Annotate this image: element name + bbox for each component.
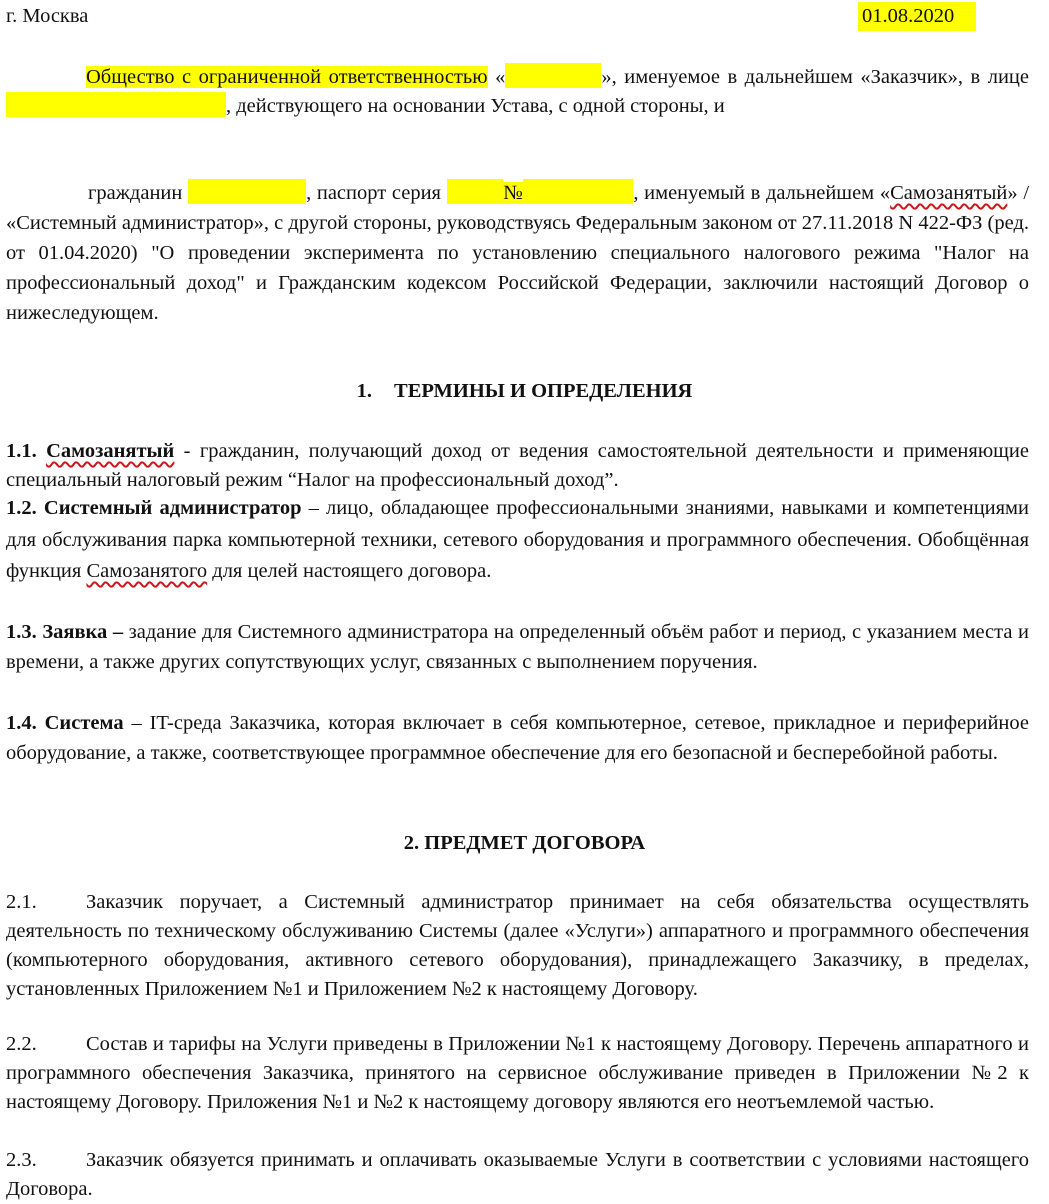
clause-2-1: 2.1. Заказчик поручает, а Системный администратор принимает на себя обязательства осуществлять деятельность по техническому обслуживанию Системы (далее «Услуги») аппаратного и программного обеспечения (компьютерного оборудования, активного сетевого оборудования), принадлежащего Заказчику, в пределах, установленных Приложением №1 и Приложением №2 к настоящему Договору. [6,891,1029,1000]
intro-contractor-paragraph: гражданин , паспорт серия № , именуемый в дальнейшем «Самозанятый» / «Системный администратор», с другой стороны, руководствуясь Федеральным законом от 27.11.2018 N 422-ФЗ (ред. от 01.04.2020) "О проведении эксперимента по установлению специального налогового режима "Налог на профессиональный доход" и Гражданским кодексом Российской Федерации, заключили настоящий Договор о нижеследующем. [6,178,1029,328]
citizen-name-blank [188,179,306,204]
term-1-1: 1.1. Самозанятый - гражданин, получающий доход от ведения самостоятельной деятельности и применяющие специальный налоговый режим “Налог на профессиональный доход”. [6,440,1029,491]
contract-date: 01.08.2020 [858,2,976,31]
clause-2-2: 2.2. Состав и тарифы на Услуги приведены в Приложении №1 к настоящему Договору. Перечень аппаратного и программного обеспечения Заказчика, принятого на сервисное обслуживание приведен в Приложении №2 к настоящему Договору. Приложения №1 и №2 к настоящему договору являются его неотъемлемой частью. [6,1033,1029,1113]
term-1-3: 1.3. Заявка – задание для Системного администратора на определенный объём работ и период, с указанием места и времени, а также других сопутствующих услуг, связанных с выполнением поручения. [6,621,1029,673]
passport-series-blank [447,179,503,204]
term-1-2: 1.2. Системный администратор – лицо, обладающее профессиональными знаниями, навыками и компетенциями для обслуживания парка компьютерной техники, сетевого оборудования и программного обеспечения. Обобщённая функция Самозанятого для целей настоящего договора. [6,497,1030,582]
org-prefix: Общество с ограниченной ответственностью [86,66,488,88]
term-1-4: 1.4. Система – IT-среда Заказчика, которая включает в себя компьютерное, сетевое, прикладное и периферийное оборудование, а также, соответствующее программное обеспечение для его безопасной и бесперебойной работы. [6,712,1029,764]
self-employed-word-2: Самозанятого [86,560,208,582]
intro-customer-paragraph: Общество с ограниченной ответственностью « », именуемое в дальнейшем «Заказчик», в лице , действующего на основании Устава, с одной стороны, и [6,63,1029,121]
section-2-heading: 2. ПРЕДМЕТ ДОГОВОРА [403,832,646,854]
clause-2-3: 2.3. Заказчик обязуется принимать и оплачивать оказываемые Услуги в соответствии с условиями настоящего Договора. [6,1149,1029,1200]
representative-blank [6,92,226,117]
passport-number-blank [523,179,633,204]
self-employed-word: Самозанятый [890,182,1008,204]
city-label: г. Москва [6,5,89,27]
org-name-blank [505,63,601,88]
section-1-heading: 1. ТЕРМИНЫ И ОПРЕДЕЛЕНИЯ [356,380,693,402]
